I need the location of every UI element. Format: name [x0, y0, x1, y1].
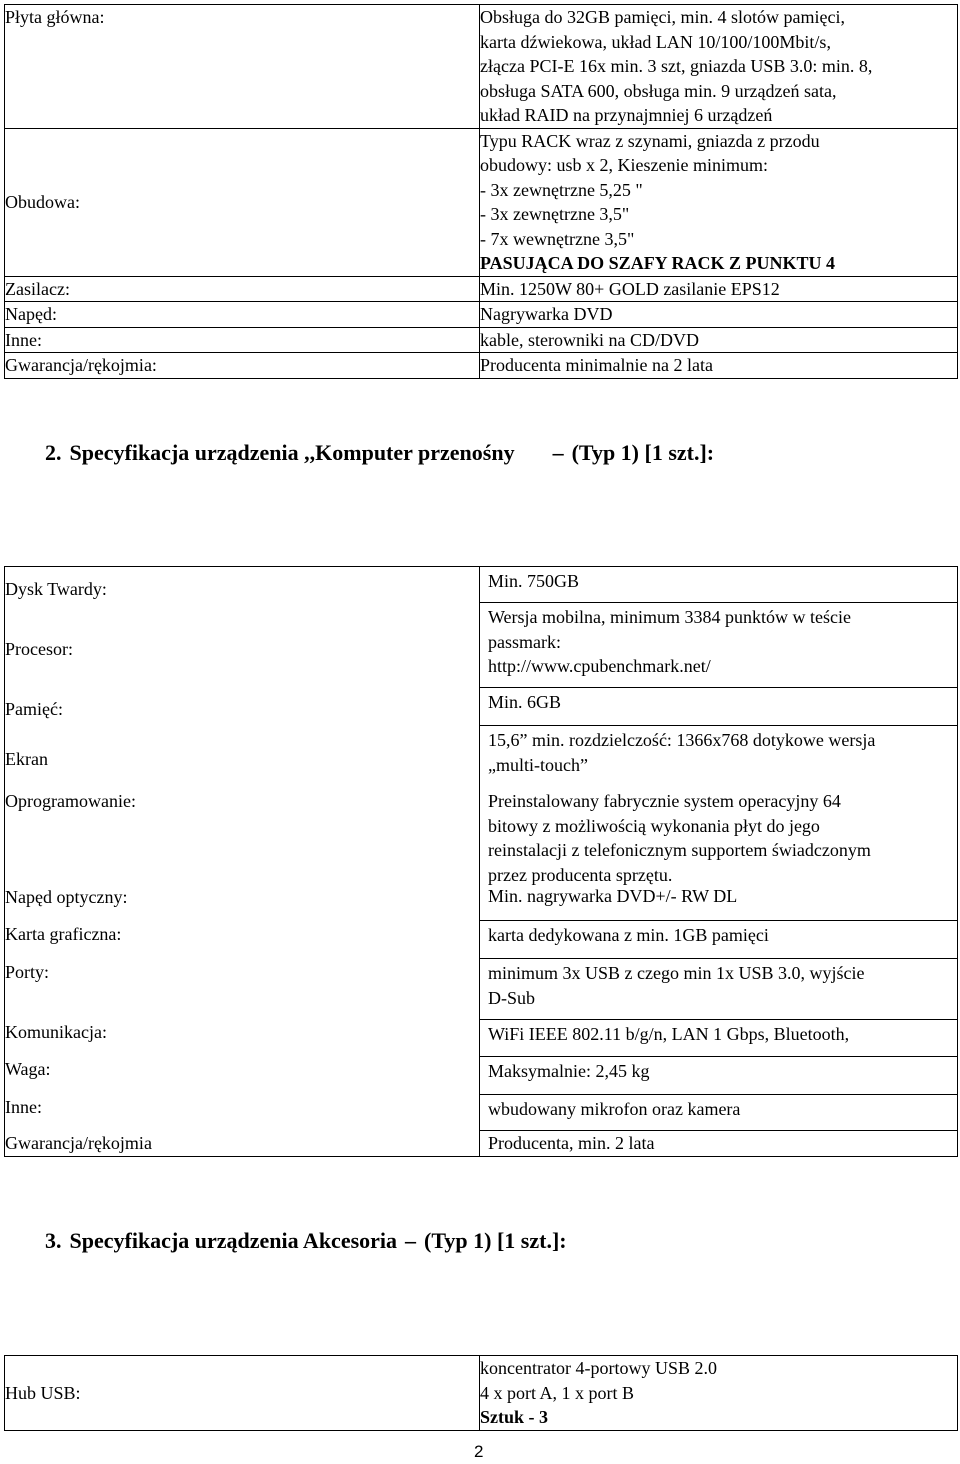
section-suffix: (Typ 1) [1 szt.]: [571, 440, 715, 465]
row-value-line: - 7x wewnętrzne 3,5" [480, 228, 635, 249]
row-label: Inne: [5, 329, 42, 350]
value-line: Preinstalowany fabrycznie system operacyjny 64 [488, 791, 841, 811]
value-line: Min. 6GB [488, 692, 562, 712]
section-suffix: (Typ 1) [1 szt.]: [424, 1228, 567, 1253]
row-label: Zasilacz: [5, 278, 70, 299]
table-row [5, 567, 958, 1157]
value-line: karta dedykowana z min. 1GB pamięci [488, 925, 769, 945]
spec-table-server [4, 4, 958, 379]
row-label: Gwarancja/rękojmia [5, 1132, 152, 1153]
row-value-line: układ RAID na przynajmniej 6 urządzeń [480, 105, 773, 125]
section-dash: – [405, 1228, 417, 1253]
table-row [5, 128, 958, 276]
value-cell [480, 1131, 957, 1156]
row-label: Karta graficzna: [5, 923, 122, 944]
table-row [5, 276, 958, 302]
row-value: Min. 1250W 80+ GOLD zasilanie EPS12 [480, 278, 780, 299]
row-label: Oprogramowanie: [5, 790, 136, 811]
section-title: Specyfikacja urządzenia ,,Komputer przenośny [69, 440, 515, 465]
section-number: 2. [45, 440, 62, 465]
value-cell [480, 726, 957, 788]
value-cell [480, 882, 957, 921]
value-line: „multi-touch” [488, 754, 588, 775]
row-value-line: 4 x port A, 1 x port B [480, 1382, 635, 1403]
value-line: passmark: [488, 631, 561, 652]
row-label: Gwarancja/rękojmia: [5, 355, 157, 375]
row-value: Producenta minimalnie na 2 lata [480, 355, 713, 375]
row-label: Pamięć: [5, 698, 63, 719]
row-label: Napęd: [5, 304, 57, 324]
row-label: Hub USB: [5, 1382, 81, 1403]
section-number: 3. [45, 1228, 62, 1253]
spec-table-accessories [4, 1355, 958, 1431]
value-line: reinstalacji z telefonicznym supportem świadczonym [488, 840, 871, 860]
table-row [5, 1356, 958, 1431]
value-line: Min. nagrywarka DVD+/- RW DL [488, 886, 738, 906]
row-value-line: złącza PCI-E 16x min. 3 szt, gniazda USB 3.0: min. 8, [480, 56, 873, 76]
row-value-line: koncentrator 4-portowy USB 2.0 [480, 1358, 717, 1378]
row-label: Dysk Twardy: [5, 578, 107, 599]
row-label: Obudowa: [5, 191, 80, 212]
value-cell [480, 921, 957, 959]
spec-table-laptop [4, 566, 958, 1157]
row-label: Waga: [5, 1058, 51, 1079]
value-line: 15,6” min. rozdzielczość: 1366x768 dotykowe wersja [488, 730, 876, 750]
row-label: Napęd optyczny: [5, 886, 128, 907]
value-cell [480, 1095, 957, 1131]
value-line: WiFi IEEE 802.11 b/g/n, LAN 1 Gbps, Bluetooth, [488, 1024, 850, 1044]
table-row [5, 353, 958, 379]
row-label: Porty: [5, 961, 50, 982]
value-cell [480, 789, 957, 885]
row-value-line: Typu RACK wraz z szynami, gniazda z przodu [480, 130, 820, 151]
row-label: Inne: [5, 1096, 42, 1117]
row-value-line: - 3x zewnętrzne 5,25 " [480, 179, 643, 200]
value-cell [480, 1020, 957, 1057]
page-number: 2 [474, 1442, 484, 1461]
value-cell [480, 959, 957, 1020]
section-title: Specyfikacja urządzenia Akcesoria [69, 1228, 398, 1253]
value-line: Producenta, min. 2 lata [488, 1133, 655, 1153]
row-value-line: karta dźwiekowa, układ LAN 10/100/100Mbit/s, [480, 31, 831, 52]
row-value-line: obsługa SATA 600, obsługa min. 9 urządzeń sata, [480, 80, 837, 101]
value-line: D-Sub [488, 987, 536, 1008]
value-cell [480, 1057, 957, 1095]
row-value-line: obudowy: usb x 2, Kieszenie minimum: [480, 155, 768, 175]
row-value: kable, sterowniki na CD/DVD [480, 329, 699, 350]
value-line: Min. 750GB [488, 571, 580, 591]
row-value-bold-line: PASUJĄCA DO SZAFY RACK Z PUNKTU 4 [480, 253, 836, 273]
value-cell [480, 603, 957, 688]
value-cell [480, 567, 957, 603]
row-label: Płyta główna: [5, 7, 105, 27]
row-value-line: Obsługa do 32GB pamięci, min. 4 slotów pamięci, [480, 7, 845, 27]
row-value-bold-line: Sztuk - 3 [480, 1407, 549, 1427]
table-row [5, 302, 958, 328]
table-row [5, 5, 958, 129]
value-line: Wersja mobilna, minimum 3384 punktów w teście [488, 607, 851, 627]
row-label: Procesor: [5, 638, 73, 659]
value-line: http://www.cpubenchmark.net/ [488, 656, 711, 676]
value-line: Maksymalnie: 2,45 kg [488, 1061, 650, 1081]
value-cell [480, 688, 957, 726]
value-line: bitowy z możliwością wykonania płyt do jego [488, 815, 820, 836]
row-value: Nagrywarka DVD [480, 304, 613, 324]
value-line: wbudowany mikrofon oraz kamera [488, 1099, 741, 1119]
value-column [480, 567, 957, 1156]
table-row [5, 327, 958, 353]
row-value-line: - 3x zewnętrzne 3,5" [480, 204, 630, 224]
value-line: przez producenta sprzętu. [488, 864, 673, 885]
section-heading-accessories [45, 1228, 575, 1254]
value-line: minimum 3x USB z czego min 1x USB 3.0, wyjście [488, 963, 865, 983]
row-label: Ekran [5, 748, 48, 769]
row-label: Komunikacja: [5, 1021, 107, 1042]
section-dash: – [552, 440, 564, 465]
section-heading-laptop [45, 440, 722, 466]
